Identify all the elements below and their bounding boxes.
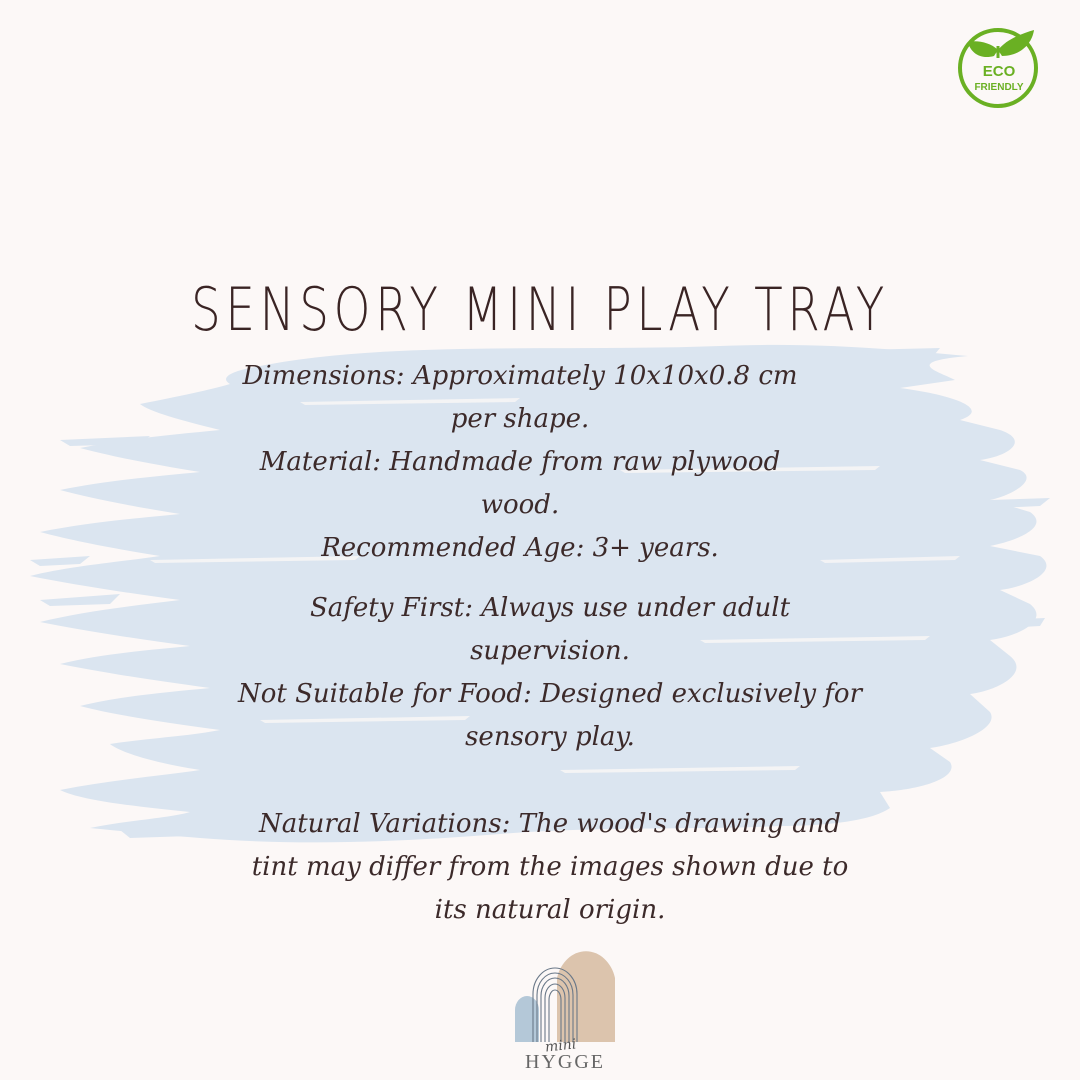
badge-line1: ECO xyxy=(982,63,1016,80)
spec-natural-line: tint may differ from the images shown due to xyxy=(251,852,849,882)
spec-natural-variations xyxy=(210,803,890,932)
spec-safety xyxy=(230,587,870,673)
spec-not-for-food xyxy=(210,673,890,759)
spec-material xyxy=(200,441,840,527)
badge-line2: FRIENDLY xyxy=(974,82,1024,93)
page-title: SENSORY MINI PLAY TRAY xyxy=(190,275,890,345)
spec-dimensions-line: Dimensions: Approximately 10x10x0.8 cm xyxy=(242,361,798,391)
spec-safety-line: supervision. xyxy=(470,636,630,666)
logo-tan-arch xyxy=(557,951,615,1042)
spec-material-line: Material: Handmade from raw plywood xyxy=(259,447,781,477)
spec-food-line: Not Suitable for Food: Designed exclusively for xyxy=(237,679,863,709)
logo-wordmark: HYGGE xyxy=(525,1051,605,1073)
spec-natural-line: its natural origin. xyxy=(434,895,666,925)
logo-script-text: mini xyxy=(544,1036,578,1056)
spec-age-line: Recommended Age: 3+ years. xyxy=(321,533,719,563)
logo-blue-arch xyxy=(515,996,539,1042)
spec-recommended-age xyxy=(200,527,840,570)
spec-dimensions-line: per shape. xyxy=(450,404,590,434)
spec-food-line: sensory play. xyxy=(465,722,635,752)
spec-dimensions xyxy=(200,355,840,441)
spec-material-line: wood. xyxy=(480,490,560,520)
spec-natural-line: Natural Variations: The wood's drawing and xyxy=(258,809,841,839)
spec-safety-line: Safety First: Always use under adult xyxy=(309,593,791,623)
eco-friendly-badge xyxy=(950,12,1046,108)
